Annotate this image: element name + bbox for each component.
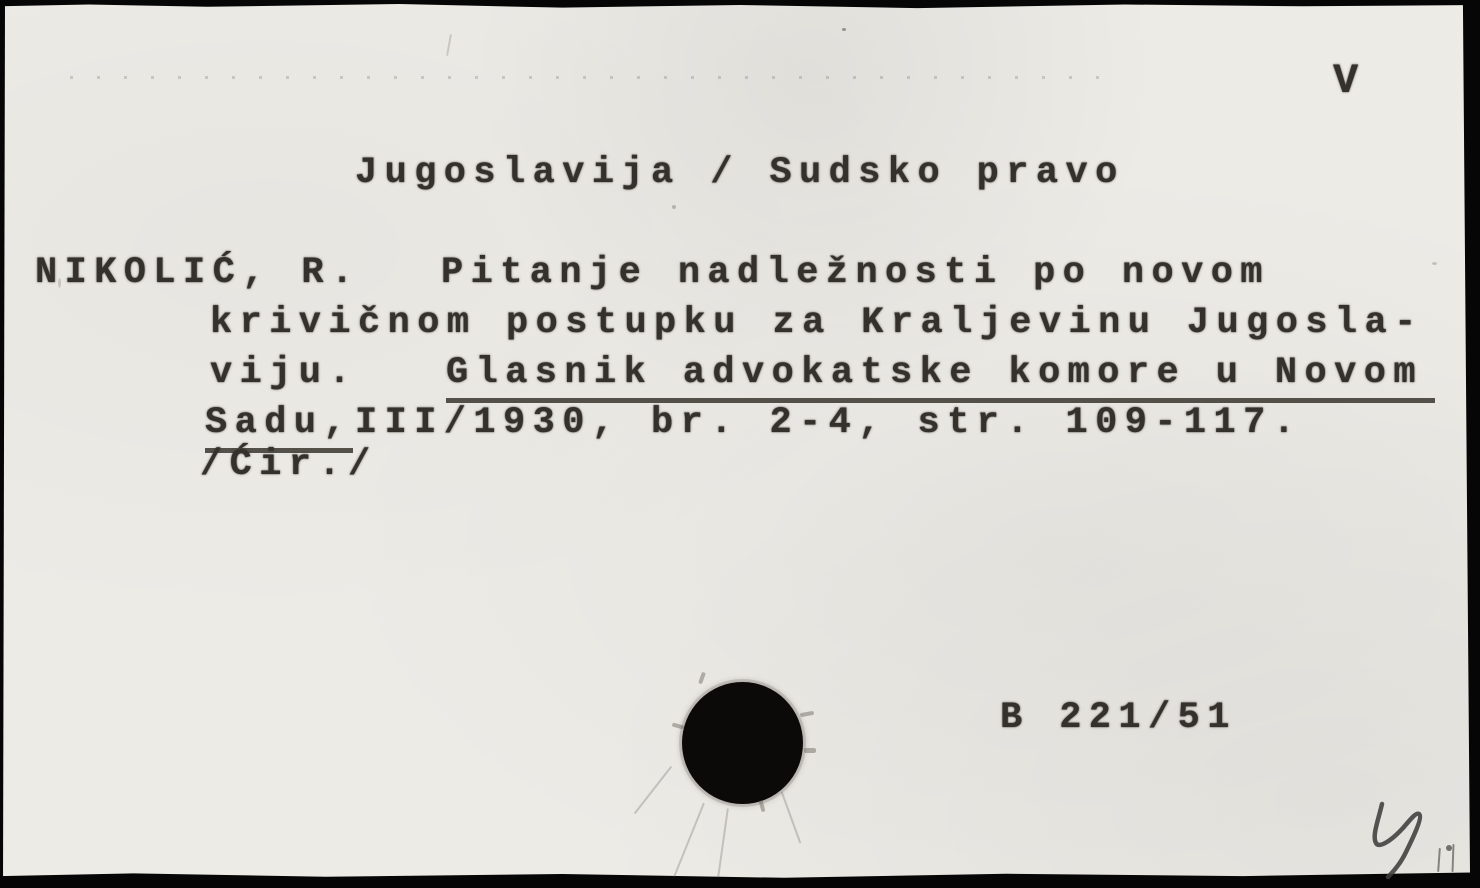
- journal-name-part2: Sadu,: [205, 405, 353, 453]
- speck: [672, 205, 676, 209]
- hole-fray: [800, 711, 814, 717]
- faint-dotted-rule: [70, 76, 1110, 79]
- hole-fray: [698, 672, 706, 685]
- punch-hole: [682, 682, 803, 804]
- script-note: /Ćir./: [200, 444, 378, 486]
- subject-heading: Jugoslavija / Sudsko pravo: [355, 152, 1125, 194]
- journal-name-part1: Glasnik advokatske komore u Novom: [446, 355, 1435, 403]
- scratch: [673, 803, 705, 878]
- citation: III/1930, br. 2-4, str. 109-117.: [355, 402, 1303, 444]
- call-number: B 221/51: [1000, 697, 1237, 739]
- hole-fray: [672, 723, 685, 730]
- scan-edge-left: [0, 0, 5, 888]
- handwritten-mark: [1348, 788, 1468, 888]
- scratch: [634, 766, 673, 815]
- entry-title-line3: viju.: [210, 352, 359, 394]
- scan-edge-right: [1461, 0, 1480, 888]
- entry-title-line1: Pitanje nadležnosti po novom: [441, 252, 1270, 294]
- scan-edge-bottom: [0, 871, 1480, 888]
- scratch: [781, 791, 802, 843]
- speck: [446, 34, 452, 56]
- entry-title-line2: krivičnom postupku za Kraljevinu Jugosla-: [210, 302, 1424, 344]
- speck: [1432, 262, 1437, 265]
- scratch: [717, 808, 729, 878]
- scan-edge-top: [0, 0, 1480, 9]
- hole-fray: [804, 748, 816, 753]
- speck: [58, 278, 61, 288]
- speck: [842, 28, 846, 31]
- classification-letter: V: [1333, 57, 1359, 105]
- hole-fray: [759, 800, 766, 813]
- entry-author: NIKOLIĆ, R.: [35, 252, 361, 294]
